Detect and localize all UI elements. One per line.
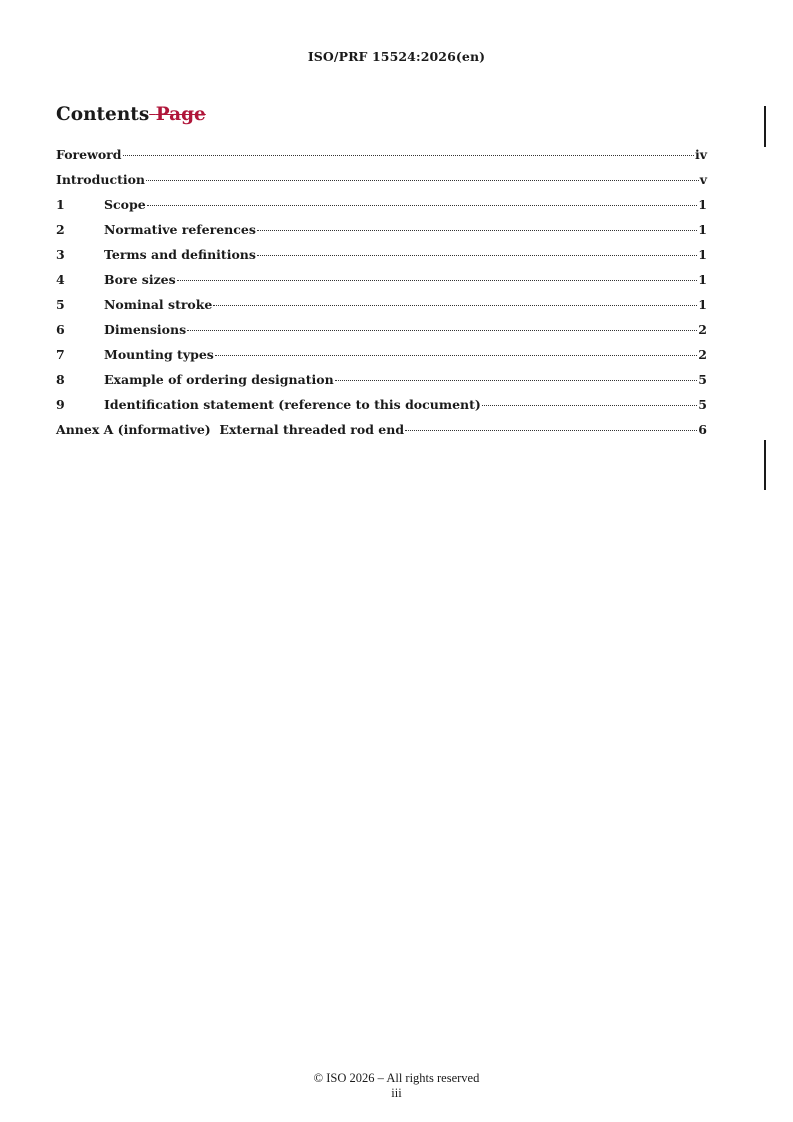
toc-entry-number: 1 [56, 197, 65, 212]
toc-dot-leader [177, 280, 698, 281]
toc-dot-leader [213, 305, 697, 306]
toc-entry-title: Scope [104, 197, 146, 212]
toc-entry-title: Terms and definitions [104, 247, 256, 262]
toc-entry-title: Identification statement (reference to this document) [104, 397, 481, 412]
toc-entry[interactable] [56, 247, 707, 272]
toc-entry-page: 1 [698, 297, 707, 312]
contents-title: Contents [56, 104, 150, 125]
toc-entry[interactable] [56, 272, 707, 297]
toc-entry-page: 1 [698, 272, 707, 287]
toc-entry-number: 6 [56, 322, 65, 337]
toc-entry-number: 9 [56, 397, 65, 412]
toc-dot-leader [123, 155, 694, 156]
toc-entry-title: Introduction [56, 172, 146, 187]
toc-entry-title: Nominal stroke [104, 297, 213, 312]
change-bar-bottom [764, 440, 766, 490]
toc-entry-title: Dimensions [104, 322, 187, 337]
toc-entry-number: 8 [56, 372, 65, 387]
document-header: ISO/PRF 15524:2026(en) [307, 49, 486, 64]
toc-entry[interactable] [56, 372, 707, 397]
toc-entry-number: 2 [56, 222, 65, 237]
toc-entry[interactable] [56, 297, 707, 322]
toc-entry[interactable] [56, 147, 707, 172]
copyright-notice: © ISO 2026 – All rights reserved [313, 1071, 480, 1085]
toc-entry[interactable] [56, 172, 707, 197]
toc-entry[interactable] [56, 397, 707, 422]
page-footer [0, 1071, 793, 1101]
toc-entry-title: Bore sizes [104, 272, 176, 287]
toc-entry[interactable] [56, 347, 707, 372]
toc-entry-title: Example of ordering designation [104, 372, 334, 387]
toc-entry[interactable] [56, 222, 707, 247]
toc-dot-leader [146, 180, 699, 181]
toc-entry-page: 6 [698, 422, 707, 437]
toc-entry-page: 1 [698, 222, 707, 237]
deleted-page-word: Page [155, 104, 206, 125]
toc-entry-page: 5 [698, 372, 707, 387]
toc-entry-title: Annex A (informative) External threaded rod end [56, 422, 405, 437]
toc-entry-number: 3 [56, 247, 65, 262]
toc-entry-page: iv [694, 147, 707, 162]
toc-entry-page: 2 [698, 322, 707, 337]
page-number: iii [391, 1086, 402, 1100]
change-bar-top [764, 106, 766, 147]
toc-dot-leader [257, 255, 697, 256]
toc-entry-page: 1 [698, 247, 707, 262]
toc-entry-title: Normative references [104, 222, 256, 237]
toc-dot-leader [257, 230, 697, 231]
contents-heading [56, 104, 206, 125]
table-of-contents [56, 147, 707, 447]
toc-entry-title: Foreword [56, 147, 122, 162]
toc-dot-leader [187, 330, 697, 331]
toc-entry-number: 4 [56, 272, 65, 287]
toc-entry-page: v [699, 172, 707, 187]
toc-entry[interactable] [56, 422, 707, 447]
toc-entry-page: 2 [698, 347, 707, 362]
toc-dot-leader [482, 405, 697, 406]
toc-entry-page: 5 [698, 397, 707, 412]
toc-entry-page: 1 [698, 197, 707, 212]
toc-entry-number: 7 [56, 347, 65, 362]
toc-dot-leader [335, 380, 698, 381]
toc-entry-number: 5 [56, 297, 65, 312]
toc-entry[interactable] [56, 197, 707, 222]
toc-entry[interactable] [56, 322, 707, 347]
toc-dot-leader [405, 430, 697, 431]
toc-dot-leader [147, 205, 698, 206]
toc-entry-title: Mounting types [104, 347, 214, 362]
toc-dot-leader [215, 355, 697, 356]
